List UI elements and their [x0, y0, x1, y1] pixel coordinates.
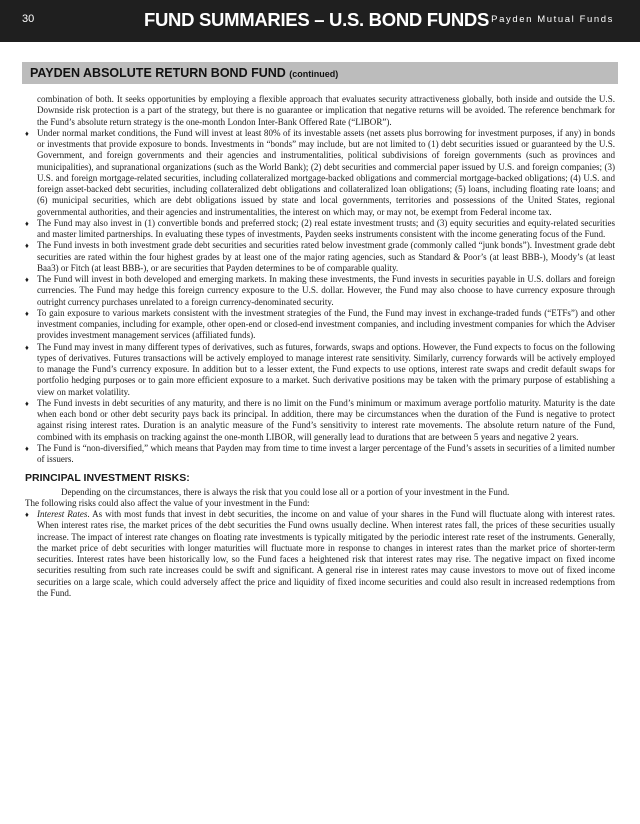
strategy-bullet: ♦ The Fund may invest in many different types of derivatives, such as futures, forwards, swaps and options. However, the Fund expects to focus on the following types of derivatives. Futures transactions will be actively employed to manage interest rate sensitivity. Similarly, currency forwards will be actively employed to manage the Fund’s currency exposure. In addition but to a lesser extent, the Fund expects to use options, interest rate swaps and credit default swaps for portfolio hedging purposes or to gain more efficient exposure to a market. Such derivative positions may be taken with the primary purpose of establishing a view on market volatility.: [25, 342, 615, 398]
risk-text: . As with most funds that invest in debt securities, the income on and value of your shares in the Fund will fluctuate along with interest rates. When interest rates rise, the market prices of the debt securities the Fund owns usually decline. When interest rates fall, the prices of these securities usually increase. The impact of interest rate changes on floating rate investments is typically mitigated by the periodic interest rate reset of the instruments. Generally, the market price of debt securities with longer maturities will fluctuate more in response to changes in interest rates than the market price of shorter-term securities. Interest rates have been historically low, so the Fund faces a heightened risk that interest rates may rise. The negative impact on fixed income securities resulting from such rate increases could be swift and significant. A general rise in interest rates may cause investors to move out of fixed income securities on a large scale, which could adversely affect the price and liquidity of fixed income securities and could also result in increased redemptions from the Fund.: [37, 509, 615, 598]
section-title: [30, 66, 338, 80]
header-brand: Payden Mutual Funds: [491, 14, 614, 25]
fund-name: PAYDEN ABSOLUTE RETURN BOND FUND: [30, 66, 286, 80]
continued-label: (continued): [289, 69, 339, 79]
page-number: 30: [22, 13, 35, 25]
strategy-bullet: ♦ The Fund may also invest in (1) convertible bonds and preferred stock; (2) real estate investment trusts; and (3) equity securities and equity-related securities and master limited partnerships. In evaluating these types of investments, Payden seeks instruments consistent with the income generating focus of the Fund.: [25, 218, 615, 241]
page-header: [0, 0, 640, 42]
risk-bullet-list: [25, 509, 615, 599]
strategy-bullet: ♦ The Fund invests in both investment grade debt securities and securities rated below investment grade (commonly called “junk bonds”). Investment grade debt securities are rated within the four highest grades by at least one of the major rating agencies, such as Standard & Poor’s (at least BBB-), Moody’s (at least Baa3) or Fitch (at least BBB-), or are securities that Payden determines to be of comparable quality.: [25, 240, 615, 274]
strategy-bullet: ♦ The Fund is “non-diversified,” which means that Payden may from time to time invest a larger percentage of the Fund’s assets in securities of a limited number of issuers.: [25, 443, 615, 466]
section-title-bar: [22, 62, 618, 84]
risks-intro-line2: The following risks could also affect the value of your investment in the Fund:: [25, 497, 310, 508]
header-title: FUND SUMMARIES – U.S. BOND FUNDS: [144, 9, 489, 30]
risk-item-interest-rates: [25, 509, 615, 599]
intro-paragraph: combination of both. It seeks opportunities by employing a flexible approach that evaluates security attractiveness globally, both inside and outside the U.S. Downside risk protection is a part of the strategy, but there is no guarantee or implication that negative returns will be avoided. The reference benchmark for the Fund’s absolute return strategy is the one-month London Inter-Bank Offered Rate (“LIBOR”).: [37, 94, 615, 127]
risks-heading: PRINCIPAL INVESTMENT RISKS:: [25, 472, 190, 485]
strategy-bullet-list: [25, 128, 615, 466]
strategy-bullet: ♦ The Fund will invest in both developed and emerging markets. In making these investments, the Fund invests in securities payable in U.S. dollars and foreign currencies. The Fund may hedge this foreign currency exposure to the U.S. dollar. However, the Fund may also choose to have currency exposure through outright currency purchases unrelated to a foreign currency-denominated security.: [25, 274, 615, 308]
page-content: [25, 94, 615, 599]
risk-term: Interest Rates: [37, 509, 88, 519]
risks-intro-line1: Depending on the circumstances, there is always the risk that you could lose all or a portion of your investment in the Fund.: [61, 486, 510, 497]
strategy-bullet: ♦ The Fund invests in debt securities of any maturity, and there is no limit on the Fund’s minimum or maximum average portfolio maturity. Maturity is the date when each bond or other debt security pays back its principal. In addition, there may be circumstances when the duration of the Fund is negative to protect against rising interest rates. Duration is an analytic measure of the Fund’s sensitivity to interest rate movements. The absolute return nature of the Fund, combined with its emphasis on tracking against the one-month LIBOR, will generally lead to durations that are between 5 years and negative 2 years.: [25, 398, 615, 443]
strategy-bullet: ♦ Under normal market conditions, the Fund will invest at least 80% of its investable assets (net assets plus borrowing for investment purposes, if any) in bonds or investments that provide exposure to bonds. Investments in “bonds” may include, but are not limited to (1) debt securities issued or guaranteed by the U.S. Government, and foreign governments and their agencies and instrumentalities, political subdivisions of foreign governments (such as provinces and municipalities), and supranational organizations (such as the World Bank); (2) debt securities and commercial paper issued by U.S. and foreign companies; (3) U.S. and foreign mortgage-related securities, including collateralized mortgage-backed obligations and commercial mortgage-backed obligations; (4) U.S. and foreign asset-backed debt securities, including collateralized debt obligations and collateralized loan obligations; (5) loans, including floating rate loans; and (6) municipal securities, which are debt obligations issued by state and local governments, territories and possessions of the United States, regional governmental authorities, and their agencies and instrumentalities, the interest on which may, or may not, be exempt from Federal income tax.: [25, 128, 615, 218]
strategy-bullet: ♦ To gain exposure to various markets consistent with the investment strategies of the Fund, the Fund may invest in exchange-traded funds (“ETFs”) and other investment companies, including for example, other open-end or closed-end investment companies, and including investment companies for which the Adviser provides investment management services (affiliated funds).: [25, 308, 615, 342]
